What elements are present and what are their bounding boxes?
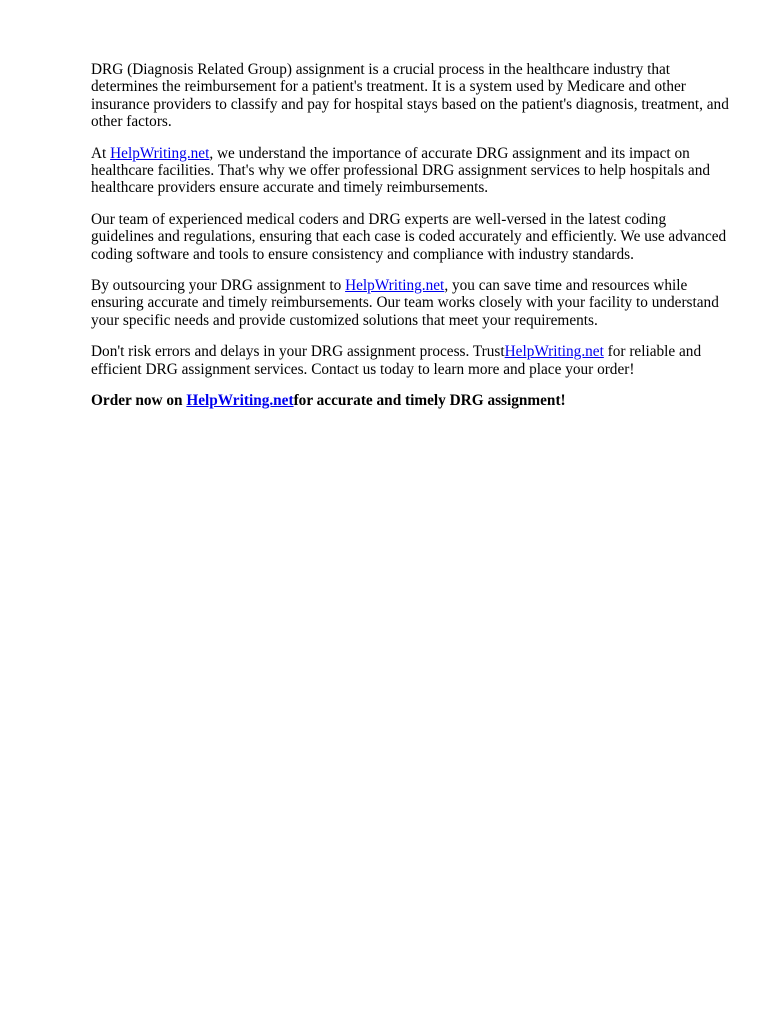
helpwriting-link[interactable]: HelpWriting.net (186, 392, 294, 410)
helpwriting-link[interactable]: HelpWriting.net (504, 343, 604, 361)
document-page (91, 61, 731, 424)
paragraph-about-service (91, 145, 731, 197)
cta-text-before: Order now on (91, 392, 187, 410)
helpwriting-link[interactable]: HelpWriting.net (345, 277, 445, 295)
paragraph-text: Our team of experienced medical coders and DRG experts are well-versed in the latest coding guidelines and regulations, ensuring that each case is coded accurately and efficiently. We use advanced coding software and tools to ensure consistency and compliance with industry standards. (91, 210, 727, 263)
call-to-action (91, 392, 731, 409)
paragraph-trust (91, 343, 731, 378)
paragraph-text-before: By outsourcing your DRG assignment to (91, 277, 346, 295)
paragraph-text: DRG (Diagnosis Related Group) assignment is a crucial process in the healthcare industry that determines the reimbursement for a patient's treatment. It is a system used by Medicare and other insurance providers to classify and pay for hospital stays based on the patient's diagnosis, treatment, and other factors. (91, 61, 729, 131)
paragraph-drg-intro (91, 61, 731, 131)
paragraph-text-before: Don't risk errors and delays in your DRG assignment process. Trust (91, 343, 505, 361)
paragraph-outsourcing (91, 277, 731, 329)
paragraph-text-after: , we understand the importance of accurate DRG assignment and its impact on healthcare facilities. That's why we offer professional DRG assignment services to help hospitals and healthcare providers ensure accurate and timely reimbursements. (91, 144, 711, 197)
paragraph-text-before: At (91, 144, 111, 162)
paragraph-team (91, 211, 731, 263)
paragraph-text-after: , you can save time and resources while ensuring accurate and timely reimbursements. Our team works closely with your facility to understand your specific needs and provide customized solutions that meet your requirements. (91, 277, 719, 329)
cta-text-after: for accurate and timely DRG assignment! (293, 392, 566, 410)
paragraph-text-after: for reliable and efficient DRG assignment services. Contact us today to learn more and place your order! (91, 343, 702, 378)
helpwriting-link[interactable]: HelpWriting.net (110, 144, 210, 162)
